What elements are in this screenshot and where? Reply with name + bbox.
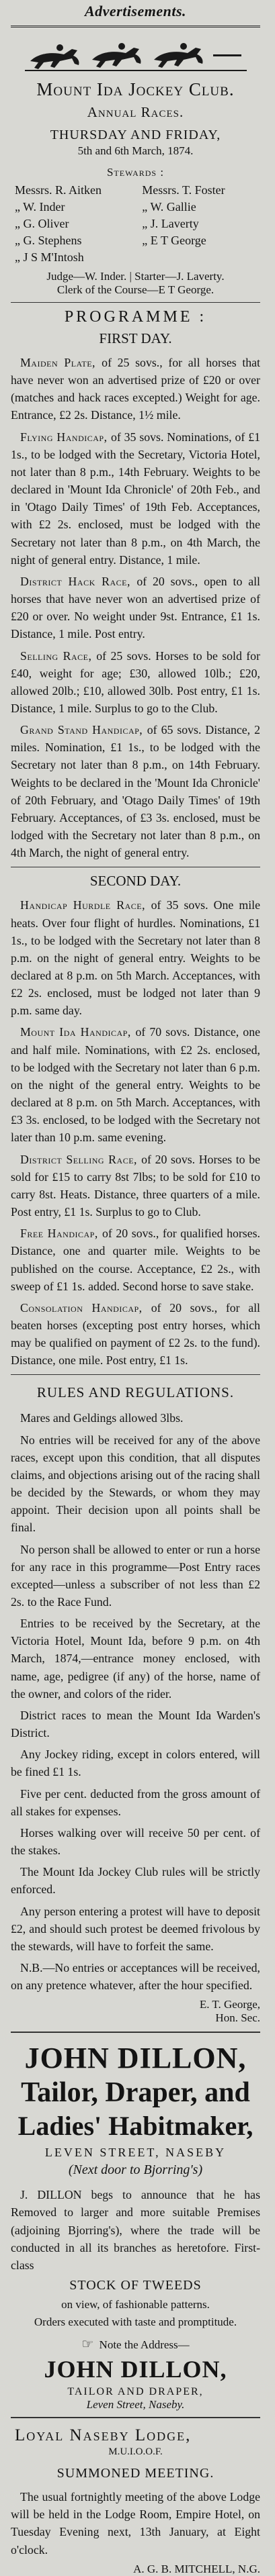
steward-row	[11, 232, 260, 249]
steward-name: Messrs. T. Foster	[142, 183, 225, 197]
masthead: Advertisements.	[84, 3, 187, 19]
second-day-heading: SECOND DAY.	[89, 873, 182, 890]
stock-heading: STOCK OF TWEEDS	[69, 2278, 202, 2293]
dillon-address: LEVEN STREET, NASEBY	[44, 2146, 227, 2160]
race-entry	[11, 647, 260, 718]
race-name: Flying Handicap,	[20, 430, 111, 444]
race-name: District Hack Race,	[20, 574, 137, 588]
race-name: Consolation Handicap,	[20, 1300, 151, 1315]
race-dates: THURSDAY AND FRIDAY,	[50, 128, 221, 142]
rule-paragraph: Horses walking over will receive 50 per cent. of the stakes.	[11, 1825, 260, 1858]
race-entry	[11, 1151, 260, 1221]
race-name: Maiden Plate,	[20, 356, 102, 369]
race-details: of 20 sovs., for all beaten horses (excepting post entry horses, which may be qualified on payment of £2 2s. to the fund). Distance, one mile. Post entry, £1 1s.	[11, 1300, 260, 1368]
divider	[11, 302, 260, 303]
race-details: of 35 sovs. One mile heats. Over four flight of hurdles. Nominations, £1 1s., to be lodged with the Secretary not later than 8 p.m. on the night of general entry. Weights to be declared at 8 p.m. on 5th March. Acceptances, with £2 2s. enclosed, must be lodged not later than 9 p.m. same day.	[11, 898, 260, 1018]
steward-row	[11, 249, 260, 266]
steward-row	[11, 216, 260, 232]
secretary-title: Hon. Sec.	[215, 2011, 260, 2025]
summoned-meeting: SUMMONED MEETING.	[56, 2466, 214, 2481]
rule-paragraph: N.B.—No entries or acceptances will be received, on any pretence whatever, after the hour specified.	[11, 1960, 260, 1993]
race-entry	[11, 1299, 260, 1370]
steward-name: „ W. Inder	[15, 200, 65, 213]
second-day-races	[11, 896, 260, 1369]
annual-races: Annual Races.	[87, 104, 184, 120]
first-day-heading: FIRST DAY.	[99, 330, 172, 346]
dillon-name: JOHN DILLON,	[24, 2042, 247, 2075]
rule-paragraph: Mares and Geldings allowed 3lbs.	[20, 1411, 184, 1425]
lodge-sign: A. G. B. MITCHELL, N.G.	[133, 2562, 260, 2575]
race-details: of 20 sovs. Horses to be sold for £15 to carry 8st 7lbs; to be sold for £10 to carry 8st. Heats. Distance, three quarters of a mile. Post entry, £1 1s. Surplus to go to Club.	[11, 1152, 260, 1219]
race-name: Grand Stand Handicap,	[20, 723, 147, 737]
race-details: of 25 sovs. Horses to be sold for £40, weight for age; £30, allowed 10lb.; £20, allowed 20lb.; £10, allowed 30lb. Post entry, £1 1s. Distance, 1 mile. Surplus to go to the Club.	[11, 649, 260, 715]
steward-name: „ J. Laverty	[142, 217, 199, 230]
judge-starter: Judge—W. Inder. | Starter—J. Laverty.	[46, 270, 225, 283]
race-name: Mount Ida Handicap,	[20, 1025, 136, 1039]
lodge-title: Loyal Naseby Lodge,	[15, 2426, 192, 2445]
divider	[11, 2032, 260, 2033]
steward-name: „ G. Oliver	[15, 217, 69, 230]
dillon-habitmaker: Ladies' Habitmaker,	[17, 2111, 253, 2142]
masthead-rule	[11, 26, 260, 28]
lodge-body: The usual fortnightly meeting of the above Lodge will be held in the Lodge Room, Empire Hotel, on Tuesday Evening next, 13th January, at Eight o'clock.	[11, 2490, 260, 2557]
programme-heading: PROGRAMME :	[64, 308, 207, 326]
stock-sub-line2: Orders executed with taste and promptitude.	[34, 2315, 237, 2328]
race-name: Selling Race,	[20, 649, 97, 663]
race-entry	[11, 1225, 260, 1295]
race-name: Handicap Hurdle Race,	[20, 898, 151, 912]
race-details: of 20 sovs., open to all horses that have never won an advertised prize of £20 or over. No weight under 9st. Entrance, £1 1s. Distance, 1 mile. Post entry.	[11, 574, 260, 641]
dillon-trade: Tailor, Draper, and	[21, 2077, 250, 2109]
stewards-table	[11, 182, 260, 266]
divider	[11, 1374, 260, 1375]
steward-name: „ G. Stephens	[15, 234, 82, 247]
clerk-of-course: Clerk of the Course—E T George.	[56, 283, 214, 296]
first-day-races	[11, 354, 260, 861]
race-entry	[11, 573, 260, 643]
race-name: District Selling Race,	[20, 1152, 142, 1166]
divider	[11, 2417, 260, 2418]
race-details: of 35 sovs. Nominations, of £1 1s., to be lodged with the Secretary, Victoria Hotel, not later than 8 p.m., 14th February. Weights to be declared in 'Mount Ida Chronicle' of 20th Feb., and in 'Otago Daily Times' of 19th Feb. Acceptances, with £2 2s. enclosed, must be lodged with the Secretary not later than 8 p.m., on 4th March, the night of general entry. Distance, 1 mile.	[11, 430, 260, 567]
rule-paragraph: Any Jockey riding, except in colors entered, will be fined £1 1s.	[11, 1748, 260, 1779]
rule-paragraph: No person shall be allowed to enter or run a horse for any race in this programme—Post Entry races excepted—unless a subscriber of not less than £2 2s. to the Race Fund.	[11, 1542, 260, 1609]
rule-paragraph: Five per cent. deducted from the gross amount of all stakes for expenses.	[11, 1786, 260, 1818]
steward-row	[11, 182, 260, 199]
steward-name: „ W. Gallie	[142, 200, 196, 213]
racehorses-icon	[11, 34, 260, 75]
lodge-subtitle: M.U.I.O.O.F.	[108, 2446, 163, 2458]
note-address-text: Note the Address—	[99, 2338, 190, 2352]
steward-name: „ J S M'Intosh	[15, 250, 84, 264]
steward-name: Messrs. R. Aitken	[15, 183, 102, 197]
race-entry	[11, 354, 260, 424]
pointing-hand-icon: ☞	[81, 2337, 94, 2352]
race-name: Free Handicap,	[20, 1227, 102, 1241]
rule-paragraph: Any person entering a protest will have to deposit £2, and should such protest be deemed frivolous by the stewards, will have to forfeit the same.	[11, 1904, 260, 1953]
rule-paragraph: Entries to be received by the Secretary, at the Victoria Hotel, Mount Ida, before 9 p.m. on 4th March, 1874,—entrance money enclosed, with name, age, pedigree (if any) of the horse, name of the owner, and colors of the rider.	[11, 1617, 260, 1701]
rules-heading: RULES AND REGULATIONS.	[36, 1384, 235, 1401]
dillon-street: Leven Street, Naseby.	[86, 2398, 185, 2412]
race-entry	[11, 721, 260, 861]
stock-sub	[11, 2296, 260, 2330]
steward-name	[138, 249, 260, 266]
stock-sub-line1: on view, of fashionable patterns.	[61, 2298, 210, 2311]
jockey-club-title: Mount Ida Jockey Club.	[36, 79, 235, 99]
race-details: of 65 sovs. Distance, 2 miles. Nomination, £1 1s., to be lodged with the Secretary not later than 8 p.m., on 14th February. Weights to be declared in the 'Mount Ida Chronicle' of 20th February, and 'Otago Daily Times' of 19th February. Acceptances, of £3 3s. enclosed, must be lodged with the Secretary not later than 8 p.m., on 4th March, the night of general entry.	[11, 723, 260, 860]
racehorses-illustration	[25, 34, 247, 72]
dillon-next-door: (Next door to Bjorring's)	[68, 2162, 203, 2178]
secretary-name: E. T. George,	[199, 1998, 260, 2011]
rule-paragraph: The Mount Ida Jockey Club rules will be strictly enforced.	[11, 1865, 260, 1897]
rule-paragraph: District races to mean the Mount Ida Warden's District.	[11, 1708, 260, 1740]
stewards-label: Stewards :	[106, 166, 165, 179]
steward-row	[11, 199, 260, 216]
race-details: of 20 sovs., for qualified horses. Distance, one and quarter mile. Weights to be published on the course. Acceptance, £2 2s., with sweep of £1 1s. added. Second horse to save stake.	[11, 1227, 260, 1293]
steward-name: „ E T George	[142, 234, 206, 247]
dillon-tailor-draper: TAILOR AND DRAPER,	[67, 2386, 204, 2398]
race-details: of 25 sovs., for all horses that have never won an advertised prize of £20 or over (matches and hack races excepted.) Weight for age. Entrance, £2 2s. Distance, 1½ mile.	[11, 356, 260, 422]
race-entry	[11, 896, 260, 1019]
dillon-name-repeat: JOHN DILLON,	[44, 2356, 227, 2383]
race-entry	[11, 1023, 260, 1146]
rules-list	[11, 1409, 260, 1994]
rule-paragraph: No entries will be received for any of the above races, except upon this condition, that all disputes claims, and objections arising out of the racing shall be decided by the Stewards, or whom they may appoint. Their decision upon all points shall be final.	[11, 1433, 260, 1535]
race-details: of 70 sovs. Distance, one and half mile. Nominations, with £2 2s. enclosed, to be lodged with the Secretary not later than 6 p.m. on the night of the general entry. Weights to be declared at 8 p.m. on 5th March. Acceptances, with £3 3s. enclosed, to be lodged with the Secretary not later than 10 p.m. same evening.	[11, 1025, 260, 1145]
dillon-body: J. DILLON begs to announce that he has Removed to larger and more suitable Premises (adjoining Bjorring's), where the trade will be conducted in all its branches as heretofore. First-class	[11, 2188, 260, 2272]
note-address	[11, 2336, 260, 2352]
race-dates-detail: 5th and 6th March, 1874.	[77, 144, 194, 157]
race-entry	[11, 428, 260, 569]
